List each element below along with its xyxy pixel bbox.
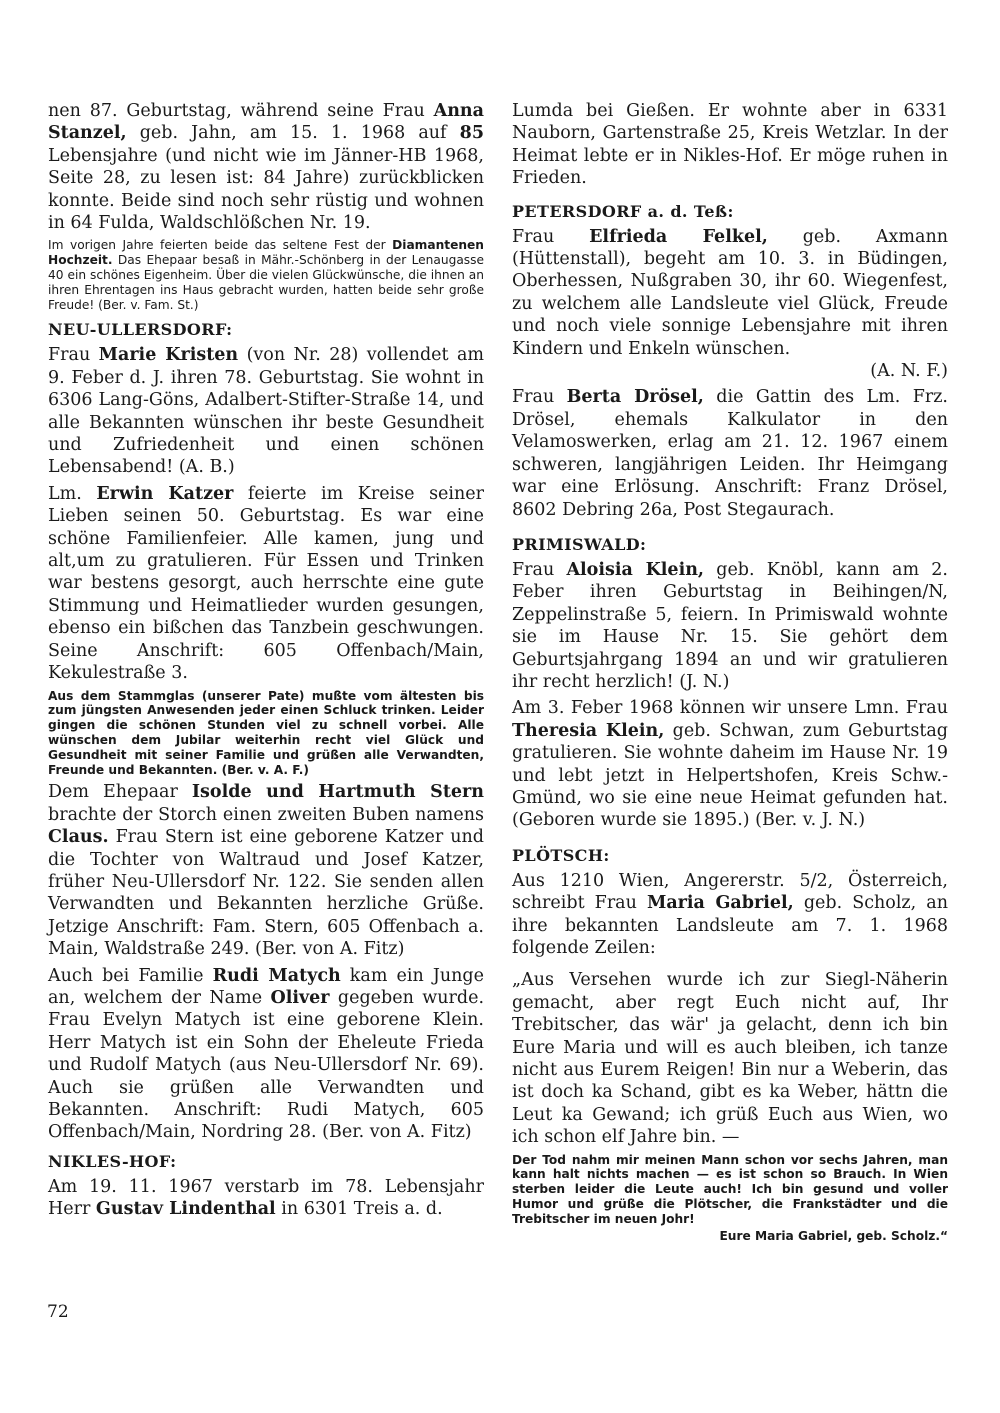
- text: Das Ehepaar besaß in Mähr.-Schönberg in der Lenaugasse 40 ein schönes Eigenheim. Über die vielen Glückwünsche, die ihnen an ihren Ehrentagen ins Haus gebracht wurden, hatten beide sehr große Freude! (Ber. v. Fam. St.): [48, 253, 484, 312]
- paragraph-felkel: [512, 226, 948, 360]
- paragraph-kristen: [48, 344, 484, 478]
- text: brachte der Storch einen zweiten Buben namens: [48, 804, 484, 825]
- text: geb. Axmann (Hüttenstall), begeht am 10. 3. in Büdingen, Oberhessen, Nußgraben 30, ihr 60. Wiegenfest, zu welchem alle Landsleute viel Glück, Freude und noch viele sonnige Lebensjahre mit ihren Kindern und Enkeln wünschen.: [512, 226, 948, 359]
- paragraph-katzer: [48, 483, 484, 685]
- paragraph-lindenthal: [48, 1176, 484, 1221]
- text: die Gattin des Lm. Frz. Drösel, ehemals Kalkulator in den Velamoswerken, erlag am 21. 12. 1967 einem schweren, langjährigen Leiden. Ihr Heimgang war eine Erlösung. Anschrift: Franz Drösel, 8602 Debring 26a, Post Stegaurach.: [512, 387, 948, 520]
- note-stammglas: Aus dem Stammglas (unserer Pate) mußte vom ältesten bis zum jüngsten Anwesenden jeder einen Schluck trinken. Leider gingen die schönen Stunden viel zu schnell vorbei. Alle wünschen dem Jubilar weiterhin recht viel Glück und Gesundheit mit seiner Familie und grüßen alle Verwandten, Freunde und Bekannten. (Ber. v. A. F.): [48, 688, 484, 777]
- text: Frau: [48, 345, 99, 366]
- name-oliver: Oliver: [270, 987, 330, 1008]
- name-erwin-katzer: Erwin Katzer: [96, 483, 234, 504]
- name-berta-droesel: Berta Drösel,: [566, 387, 704, 408]
- paragraph-maria-gabriel: [512, 870, 948, 960]
- heading-primiswald: PRIMISWALD:: [512, 534, 647, 554]
- paragraph-stanzel: [48, 100, 484, 234]
- heading-nikles-hof: NIKLES-HOF:: [48, 1151, 177, 1171]
- paragraph-theresia-klein: [512, 697, 948, 831]
- heading-neu-ullersdorf: NEU-ULLERSDORF:: [48, 320, 233, 340]
- text: Frau Stern ist eine geborene Katzer und die Tochter von Waltraud und Josef Katzer, früher Neu-Ullersdorf Nr. 122. Sie senden allen Verwandten und Bekannten herzliche Grüße. Jetzige Anschrift: Fam. Stern, 605 Offenbach a. Main, Waldstraße 249. (Ber. von A. Fitz): [48, 827, 484, 960]
- paragraph-stern: [48, 781, 484, 960]
- name-rudi-matych: Rudi Matych: [212, 965, 341, 986]
- heading-ploetsch: PLÖTSCH:: [512, 845, 610, 865]
- name-gustav-lindenthal: Gustav Lindenthal: [95, 1199, 276, 1220]
- text: in 6301 Treis a. d.: [275, 1199, 443, 1220]
- text: geb. Schwan, zum Geburtstag gratulieren. Sie wohnte daheim im Hause Nr. 19 und lebt jetzt in Helpertshofen, Kreis Schw.-Gmünd, wo sie eine neue Heimat gefunden hat. (Geboren wurde sie 1895.) (Ber. v. J. N.): [512, 720, 949, 831]
- note-signature: Eure Maria Gabriel, geb. Scholz.“: [719, 1228, 948, 1243]
- paragraph-lindenthal-cont: Lumda bei Gießen. Er wohnte aber in 6331 Nauborn, Gartenstraße 25, Kreis Wetzlar. In der Heimat lebte er in Nikles-Hof. Er möge ruhen in Frieden.: [512, 101, 948, 189]
- text: Am 3. Feber 1968 können wir unsere Lmn. Frau: [512, 698, 948, 719]
- paragraph-poem: „Aus Versehen wurde ich zur Siegl-Näherin gemacht, aber regt Euch nicht auf, Ihr Trebitscher, das wär' ja gelacht, denn ich bin Eure Maria und will es auch bleiben, ich tanze nicht aus Eurem Reigen! Bin nur a Weberin, das ist doch ka Schand, gibt es ka Weber, hättn die Leut ka Gewand; ich grüß Euch aus Wien, wo ich schon elf Jahre bin. —: [512, 970, 948, 1148]
- text: Dem Ehepaar: [48, 782, 192, 803]
- note-diamond-wedding: [48, 238, 484, 312]
- name-marie-kristen: Marie Kristen: [98, 345, 239, 366]
- text: geb. Jahn, am 15. 1. 1968 auf: [126, 123, 460, 144]
- name-claus: Claus.: [48, 827, 109, 848]
- bold-diamond-wedding: Diamantenen Hochzeit.: [48, 238, 484, 268]
- text: geb. Knöbl, kann am 2. Feber ihren Geburtstag in Beihingen/N, Zeppelinstraße 5, feiern. In Primiswald wohnte sie im Hause Nr. 15. Sie gehört dem Geburtsjahrgang 1894 an und wir gratulieren ihr recht herzlich! (J. N.): [512, 559, 948, 692]
- text: Auch bei Familie: [48, 965, 213, 986]
- left-column: [48, 100, 484, 1225]
- text: Frau: [512, 559, 567, 580]
- name-maria-gabriel: Maria Gabriel,: [646, 893, 794, 914]
- text: Aus 1210 Wien, Angererstr. 5/2, Österreich, schreibt Frau: [512, 870, 948, 914]
- name-theresia-klein: Theresia Klein,: [512, 720, 665, 741]
- paragraph-aloisia-klein: [512, 559, 948, 693]
- text: nen 87. Geburtstag, während seine Frau: [48, 101, 434, 121]
- text: kam ein Junge an, welchem der Name: [48, 965, 484, 1008]
- name-anna-stanzel: Anna Stanzel,: [48, 101, 484, 144]
- text: Am 19. 11. 1967 verstarb im 78. Lebensjahr Herr: [48, 1176, 484, 1220]
- text: gegeben wurde. Frau Evelyn Matych ist eine geborene Klein. Herr Matych ist ein Sohn der Eheleute Frieda und Rudolf Matych (aus Neu-Ullersdorf Nr. 69). Auch sie grüßen alle Verwandten und Bekannten. Anschrift: Rudi Matych, 605 Offenbach/Main, Nordring 28. (Ber. von A. Fitz): [48, 987, 485, 1143]
- text: Lm.: [48, 483, 97, 504]
- paragraph-droesel: [512, 386, 948, 520]
- right-column: [512, 100, 948, 1247]
- text: feierte im Kreise seiner Lieben seinen 50. Geburtstag. Es war eine schöne Familienfeier. Alle kamen, jung und alt,um zu gratulieren. Für Essen und Trinken war bestens gesorgt, auch herrschte eine gute Stimmung und Heimatlieder wurden gesungen, ebenso ein bißchen das Tanzbein geschwungen. Seine Anschrift: 605 Offenbach/Main, Kekulestraße 3.: [48, 483, 484, 684]
- name-elfrieda-felkel: Elfrieda Felkel,: [589, 226, 768, 247]
- text: Lebensjahre (und nicht wie im Jänner-HB 1968, Seite 28, zu lesen ist: 84 Jahre) zurückblicken konnte. Beide sind noch sehr rüstig und wohnen in 64 Fulda, Waldschlößchen Nr. 19.: [48, 145, 484, 234]
- note-letter: Der Tod nahm mir meinen Mann schon vor sechs Jahren, man kann halt nichts machen — es ist schon so Brauch. In Wien sterben leider die Leute auch! Ich bin gesund und voller Humor und grüße die Plötscher, die Frankstädter und die Trebitscher im neuen Johr!: [512, 1152, 948, 1226]
- name-aloisia-klein: Aloisia Klein,: [566, 559, 705, 580]
- text: Frau: [512, 226, 590, 247]
- age-85: 85: [459, 123, 484, 144]
- paragraph-matych: [48, 965, 484, 1144]
- credit-anf: (A. N. F.): [870, 361, 948, 382]
- name-isolde-hartmuth-stern: Isolde und Hartmuth Stern: [191, 782, 484, 803]
- page-number: 72: [47, 1302, 69, 1322]
- text: Frau: [512, 387, 567, 408]
- text: (von Nr. 28) vollendet am 9. Feber d. J. ihren 78. Geburtstag. Sie wohnt in 6306 Lang-Göns, Adalbert-Stifter-Straße 14, und alle Bekannten wünschen ihr beste Gesundheit und Zufriedenheit und einen schönen Lebensabend! (A. B.): [48, 345, 484, 478]
- text: geb. Scholz, an ihre bekannten Landsleute am 7. 1. 1968 folgende Zeilen:: [512, 893, 948, 958]
- text: Im vorigen Jahre feierten beide das seltene Fest der: [48, 238, 393, 253]
- heading-petersdorf: PETERSDORF a. d. Teß:: [512, 201, 734, 221]
